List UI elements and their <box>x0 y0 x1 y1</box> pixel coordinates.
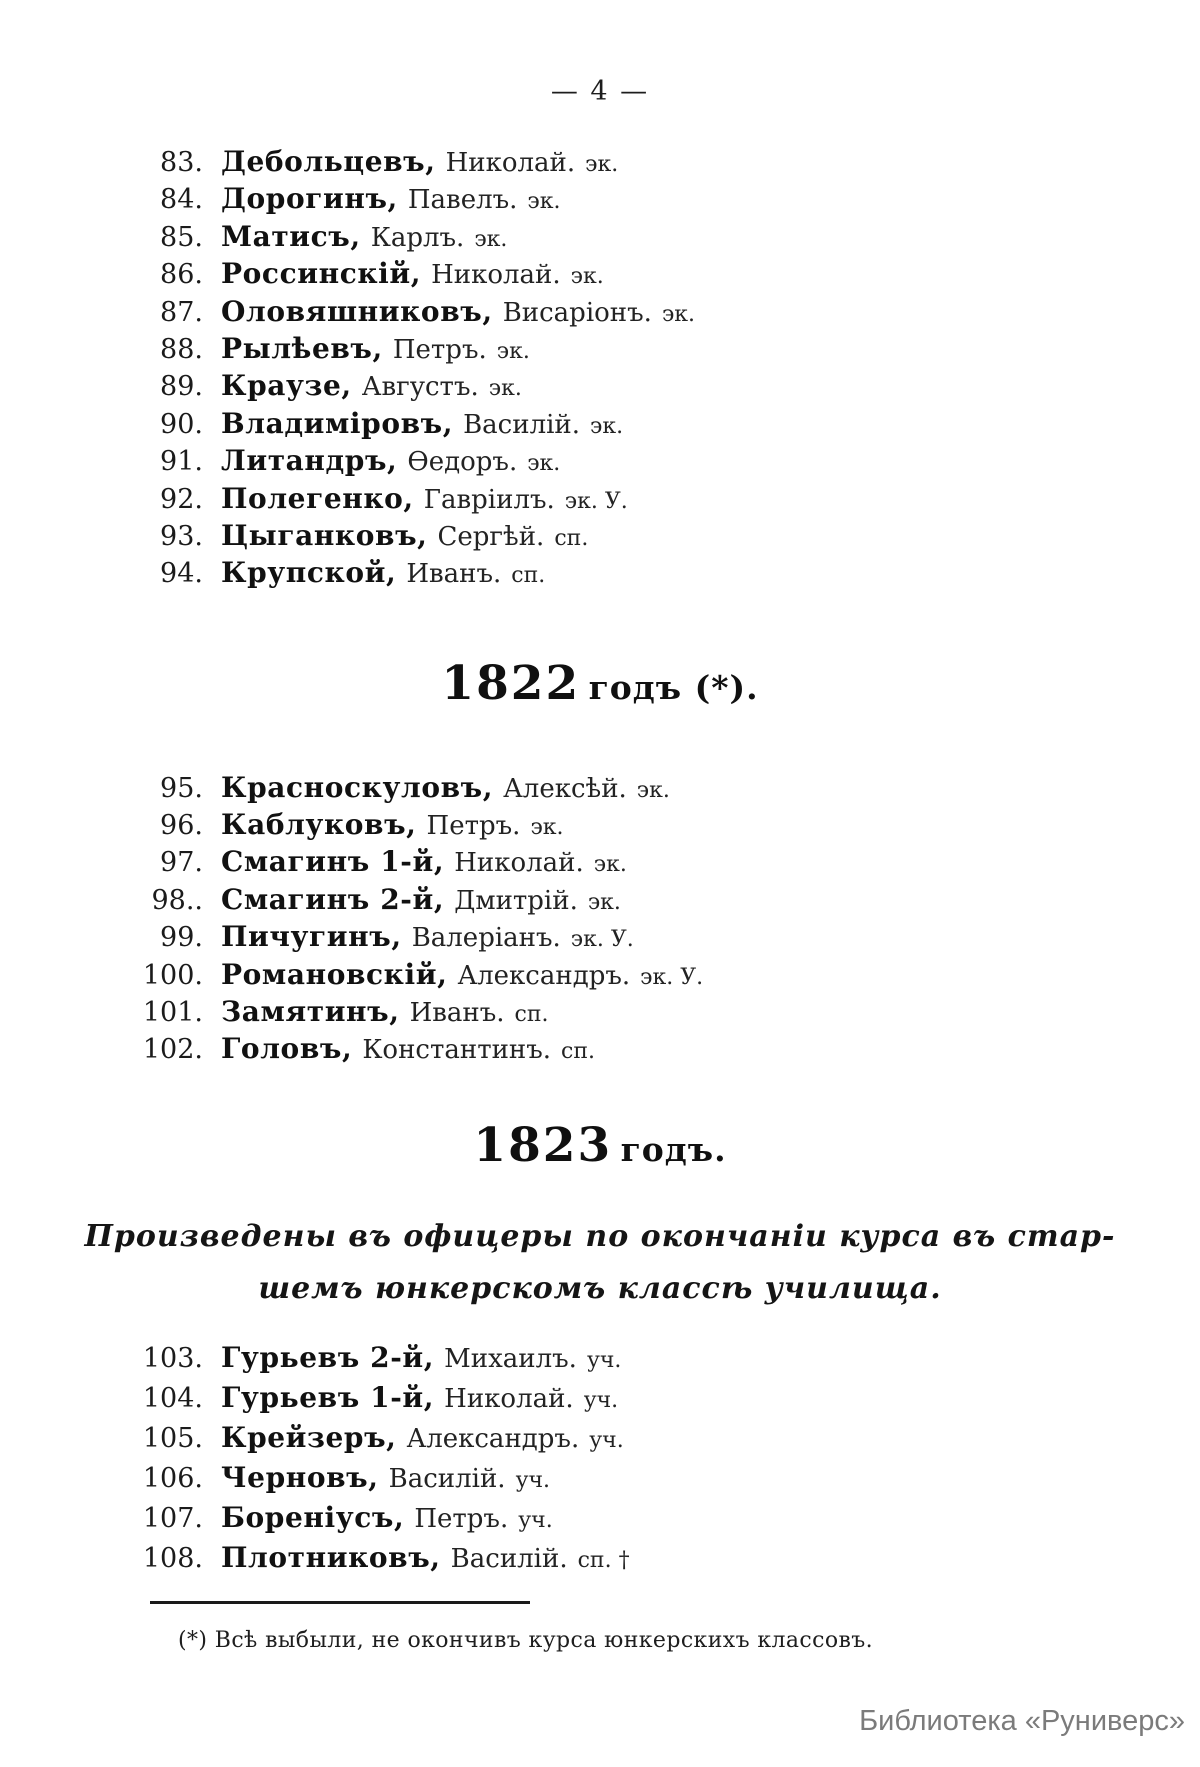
list-item <box>113 482 1200 519</box>
entry-number: 106. <box>142 1462 203 1494</box>
entry-given-name: Николай. <box>431 260 561 291</box>
entry-status-abbrev: уч. <box>583 1387 619 1413</box>
entry-status-abbrev: сп. † <box>577 1547 630 1573</box>
entry-status-abbrev: уч. <box>518 1507 553 1533</box>
entry-number: 89. <box>160 371 203 403</box>
entry-surname: Дорогинъ, <box>221 182 398 216</box>
entry-surname: Романовскій, <box>221 957 448 991</box>
list-item <box>113 407 1200 444</box>
entry-surname: Полегенко, <box>221 481 414 515</box>
entry-given-name: Августъ. <box>361 372 479 403</box>
list-item <box>113 808 1200 845</box>
entry-number: 91. <box>160 446 203 478</box>
year-1823-suffix: годъ. <box>620 1129 727 1169</box>
entry-given-name: Сергѣй. <box>437 521 545 552</box>
entry-surname: Замятинъ, <box>221 995 400 1029</box>
list-item <box>113 1381 1200 1421</box>
entry-number: 88. <box>160 333 203 365</box>
entry-given-name: Николай. <box>445 148 576 178</box>
footnote-separator <box>150 1601 530 1604</box>
list-item <box>113 1501 1200 1541</box>
entry-number: 86. <box>160 259 203 291</box>
list-item <box>113 257 1200 294</box>
entry-surname: Черновъ, <box>221 1460 379 1494</box>
list-item <box>113 845 1200 882</box>
entry-status-abbrev: сп. <box>511 563 546 589</box>
list-item <box>113 220 1200 257</box>
entry-surname: Крупской, <box>221 556 397 590</box>
footnote-text: (*) Всѣ выбыли, не окончивъ курса юнкерскихъ классовъ. <box>178 1627 874 1653</box>
entry-given-name: Алексѣй. <box>503 773 627 804</box>
entry-status-abbrev: эк. <box>593 852 627 878</box>
list-item <box>113 519 1200 556</box>
entry-surname: Плотниковъ, <box>221 1540 441 1574</box>
list-item <box>113 883 1200 920</box>
entry-given-name: Иванъ. <box>406 559 502 590</box>
list-item <box>113 145 1200 182</box>
entry-number: 105. <box>142 1422 203 1454</box>
list-item <box>113 1461 1200 1501</box>
entry-given-name: Василій. <box>463 409 581 440</box>
entry-given-name: Николай. <box>444 1383 574 1414</box>
entry-status-abbrev: эк. У. <box>564 488 628 514</box>
entry-number: 92. <box>160 483 203 515</box>
entry-surname: Крейзеръ, <box>221 1420 397 1454</box>
entry-number: 98.. <box>151 884 203 916</box>
entry-number: 107. <box>142 1502 203 1534</box>
entry-surname: Цыганковъ, <box>221 518 428 552</box>
entry-given-name: Павелъ. <box>407 185 518 216</box>
entry-status-abbrev: сп. <box>514 1002 549 1028</box>
entry-given-name: Ѳедоръ. <box>407 447 518 478</box>
entry-status-abbrev: сп. <box>554 525 589 551</box>
entry-surname: Россинскій, <box>221 257 422 291</box>
entries-list-1823 <box>0 1341 1200 1581</box>
entry-number: 104. <box>142 1382 203 1414</box>
entry-surname: Красноскуловъ, <box>221 770 494 804</box>
entry-number: 96. <box>160 810 203 842</box>
entry-given-name: Петръ. <box>392 334 487 365</box>
entry-surname: Краузе, <box>221 369 352 403</box>
entry-surname: Смагинъ 2-й, <box>221 882 445 916</box>
subtitle-line-2: шемъ юнкерскомъ классѣ училища. <box>258 1270 942 1306</box>
entry-number: 102. <box>142 1034 203 1066</box>
list-item <box>113 182 1200 219</box>
entry-number: 90. <box>160 408 203 440</box>
entry-status-abbrev: уч. <box>586 1347 622 1373</box>
entry-status-abbrev: эк. <box>474 226 508 252</box>
entries-list-pre-1822 <box>0 145 1200 594</box>
list-item <box>113 1341 1200 1381</box>
list-item <box>113 920 1200 957</box>
subtitle-line-1: Произведены въ офицеры по окончаніи курса въ стар- <box>84 1218 1116 1254</box>
entry-status-abbrev: уч. <box>515 1467 551 1493</box>
entry-number: 101. <box>142 997 203 1029</box>
entry-status-abbrev: эк. <box>488 376 522 402</box>
entry-given-name: Александръ. <box>457 960 631 991</box>
entry-given-name: Карлъ. <box>370 222 465 253</box>
entry-status-abbrev: эк. <box>527 451 561 477</box>
entry-given-name: Василій. <box>388 1463 506 1494</box>
entries-list-1822 <box>0 771 1200 1070</box>
entry-given-name: Валеріанъ. <box>411 923 561 954</box>
entry-given-name: Петръ. <box>426 811 521 842</box>
entry-number: 93. <box>160 520 203 552</box>
entry-surname: Гурьевъ 1-й, <box>221 1380 435 1414</box>
entry-number: 94. <box>160 558 203 590</box>
entry-surname: Рылѣевъ, <box>221 331 383 365</box>
entry-given-name: Василій. <box>450 1543 568 1574</box>
entry-given-name: Дмитрій. <box>454 885 578 916</box>
entry-status-abbrev: эк. <box>530 815 564 841</box>
entry-surname: Литандръ, <box>221 444 398 478</box>
entry-given-name: Николай. <box>454 848 584 879</box>
library-watermark: Библиотека «Руниверс» <box>859 1705 1185 1737</box>
year-1822-suffix: годъ (*). <box>588 667 759 707</box>
list-item <box>113 771 1200 808</box>
year-1822: 1822 <box>441 655 581 711</box>
page-number: — 4 — <box>550 76 650 107</box>
entry-surname: Головъ, <box>221 1032 353 1066</box>
entry-number: 108. <box>142 1542 203 1574</box>
entry-number: 95. <box>160 772 203 804</box>
entry-given-name: Константинъ. <box>362 1035 552 1066</box>
entry-status-abbrev: эк. <box>590 413 624 439</box>
list-item <box>113 295 1200 332</box>
entry-given-name: Петръ. <box>414 1503 509 1534</box>
entry-status-abbrev: уч. <box>589 1427 624 1453</box>
list-item <box>113 369 1200 406</box>
list-item <box>113 1541 1200 1581</box>
list-item <box>113 556 1200 593</box>
section-header-1822 <box>0 654 1200 721</box>
entry-number: 87. <box>160 296 203 328</box>
list-item <box>113 958 1200 995</box>
entry-number: 97. <box>160 847 203 879</box>
section-header-1823 <box>0 1116 1200 1183</box>
entry-status-abbrev: эк. <box>570 264 604 290</box>
entry-status-abbrev: эк. У. <box>640 964 704 990</box>
entry-number: 99. <box>160 922 203 954</box>
entry-status-abbrev: сп. <box>561 1039 596 1065</box>
entry-surname: Гурьевъ 2-й, <box>221 1340 435 1374</box>
entry-status-abbrev: эк. <box>661 301 696 327</box>
list-item <box>113 1032 1200 1069</box>
entry-status-abbrev: эк. <box>585 152 619 177</box>
entry-status-abbrev: эк. <box>636 777 670 803</box>
entry-given-name: Михаилъ. <box>444 1343 577 1374</box>
entry-number: 83. <box>160 147 203 178</box>
entry-number: 103. <box>142 1342 203 1374</box>
entry-surname: Смагинъ 1-й, <box>221 845 445 879</box>
entry-surname: Матисъ, <box>221 219 361 253</box>
list-item <box>113 444 1200 481</box>
entry-status-abbrev: эк. У. <box>570 927 634 953</box>
entry-number: 85. <box>160 221 203 253</box>
entry-given-name: Иванъ. <box>409 998 505 1029</box>
entry-given-name: Гавріилъ. <box>423 484 555 515</box>
list-item <box>113 332 1200 369</box>
section-subtitle <box>0 1211 1200 1315</box>
entry-surname: Дебольцевъ, <box>221 145 436 178</box>
entry-status-abbrev: эк. <box>527 189 561 215</box>
list-item <box>113 995 1200 1032</box>
entry-surname: Пичугинъ, <box>221 920 402 954</box>
entry-surname: Оловяшниковъ, <box>221 294 493 328</box>
list-item <box>113 1421 1200 1461</box>
entry-given-name: Александръ. <box>406 1423 580 1454</box>
entry-surname: Бореніусъ, <box>221 1500 405 1534</box>
entry-status-abbrev: эк. <box>496 338 530 364</box>
entry-status-abbrev: эк. <box>587 889 621 915</box>
entry-surname: Владиміровъ, <box>221 406 454 440</box>
entry-surname: Каблуковъ, <box>221 808 417 842</box>
entry-number: 84. <box>160 184 203 216</box>
entry-given-name: Висаріонъ. <box>502 297 652 328</box>
year-1823: 1823 <box>473 1117 613 1173</box>
entry-number: 100. <box>142 959 203 991</box>
